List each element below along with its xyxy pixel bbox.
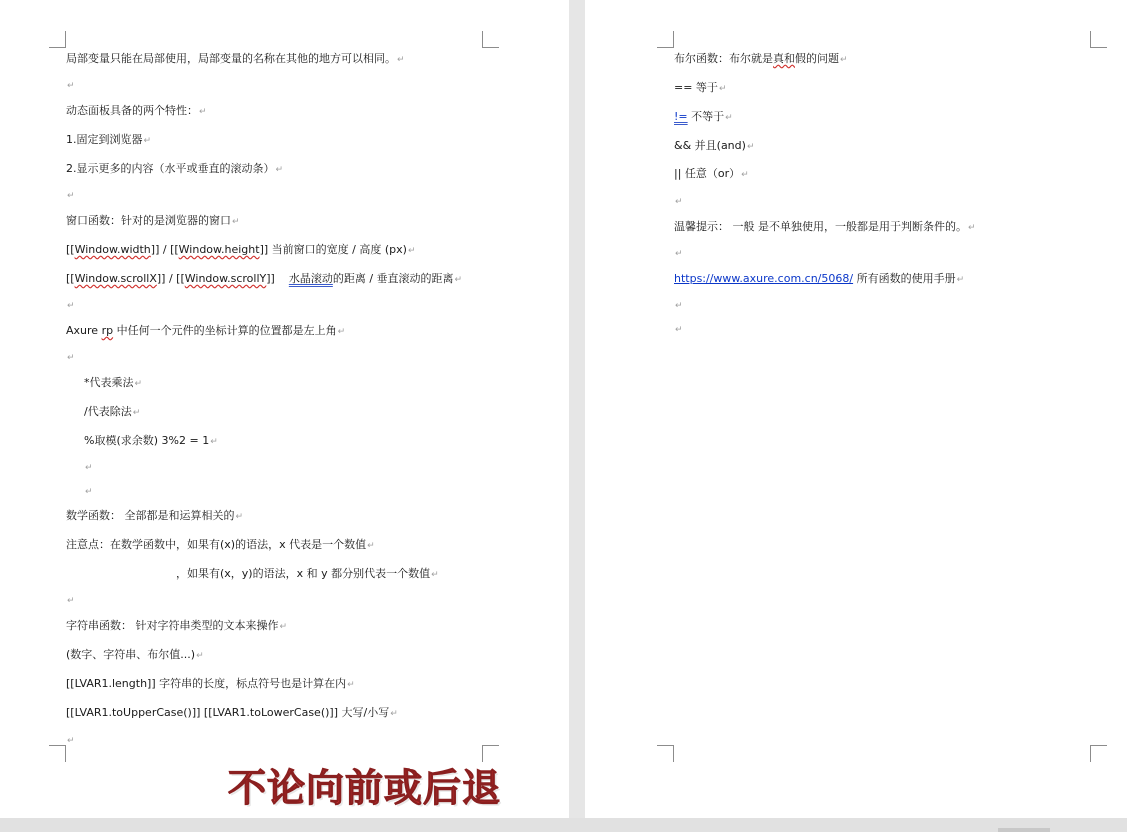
paragraph[interactable]: ，如果有(x，y)的语法，x 和 y 都分别代表一个数值↵: [176, 567, 439, 580]
margin-corner-top-right: [482, 31, 499, 48]
video-subtitle-overlay: 不论向前或后退: [228, 766, 502, 810]
paragraph[interactable]: 2.显示更多的内容（水平或垂直的滚动条）↵: [66, 162, 284, 175]
paragraph[interactable]: [[LVAR1.length]] 字符串的长度，标点符号也是计算在内↵: [66, 677, 355, 690]
paragraph[interactable]: != 不等于↵: [674, 110, 733, 123]
margin-corner-top-left: [657, 31, 674, 48]
scrollbar-thumb[interactable]: [998, 828, 1050, 832]
paragraph[interactable]: 1.固定到浏览器↵: [66, 133, 152, 146]
margin-corner-bottom-left: [49, 745, 66, 762]
paragraph[interactable]: 注意点：在数学函数中，如果有(x)的语法，x 代表是一个数值↵: [66, 538, 375, 551]
empty-paragraph[interactable]: ↵: [67, 596, 75, 606]
paragraph[interactable]: 字符串函数： 针对字符串类型的文本来操作↵: [66, 619, 288, 632]
margin-corner-top-left: [49, 31, 66, 48]
function-manual-link[interactable]: https://www.axure.com.cn/5068/: [674, 272, 854, 285]
document-page-right: [585, 0, 1127, 818]
empty-paragraph[interactable]: ↵: [675, 249, 683, 259]
margin-corner-bottom-right: [1090, 745, 1107, 762]
paragraph[interactable]: 动态面板具备的两个特性：↵: [66, 104, 207, 117]
paragraph[interactable]: && 并且(and)↵: [674, 139, 755, 152]
empty-paragraph[interactable]: ↵: [85, 463, 93, 473]
paragraph[interactable]: /代表除法↵: [84, 405, 141, 418]
empty-paragraph[interactable]: ↵: [675, 325, 683, 335]
empty-paragraph[interactable]: ↵: [67, 736, 75, 746]
empty-paragraph[interactable]: ↵: [675, 301, 683, 311]
empty-paragraph[interactable]: ↵: [67, 81, 75, 91]
paragraph[interactable]: 数学函数： 全部都是和运算相关的↵: [66, 509, 244, 522]
paragraph-window-scroll[interactable]: [[Window.scrollX]] / [[Window.scrollY]] 水晶滚动的距离 / 垂直滚动的距离↵: [66, 272, 463, 285]
paragraph[interactable]: *代表乘法↵: [84, 376, 143, 389]
margin-corner-top-right: [1090, 31, 1107, 48]
paragraph-boolean[interactable]: 布尔函数：布尔就是真和假的问题↵: [674, 52, 848, 65]
empty-paragraph[interactable]: ↵: [67, 191, 75, 201]
paragraph[interactable]: == 等于↵: [674, 81, 727, 94]
empty-paragraph[interactable]: ↵: [85, 487, 93, 497]
paragraph-axure[interactable]: Axure rp 中任何一个元件的坐标计算的位置都是左上角↵: [66, 324, 346, 337]
margin-corner-bottom-left: [657, 745, 674, 762]
paragraph[interactable]: [[LVAR1.toUpperCase()]] [[LVAR1.toLowerCase()]] 大写/小写↵: [66, 706, 398, 719]
empty-paragraph[interactable]: ↵: [675, 197, 683, 207]
paragraph[interactable]: 窗口函数：针对的是浏览器的窗口↵: [66, 214, 240, 227]
document-page-left: [0, 0, 569, 818]
horizontal-scrollbar[interactable]: [0, 818, 1127, 832]
paragraph[interactable]: || 任意（or）↵: [674, 167, 749, 180]
paragraph[interactable]: (数字、字符串、布尔值...)↵: [66, 648, 204, 661]
paragraph-link[interactable]: https://www.axure.com.cn/5068/ 所有函数的使用手册↵: [674, 272, 965, 285]
empty-paragraph[interactable]: ↵: [67, 301, 75, 311]
paragraph-window-size[interactable]: [[Window.width]] / [[Window.height]] 当前窗口的宽度 / 高度 (px)↵: [66, 243, 416, 256]
paragraph[interactable]: 局部变量只能在局部使用，局部变量的名称在其他的地方可以相同。↵: [66, 52, 405, 65]
paragraph[interactable]: 温馨提示： 一般 是不单独使用，一般都是用于判断条件的。↵: [674, 220, 976, 233]
paragraph[interactable]: %取模(求余数) 3%2 = 1↵: [84, 434, 218, 447]
empty-paragraph[interactable]: ↵: [67, 353, 75, 363]
